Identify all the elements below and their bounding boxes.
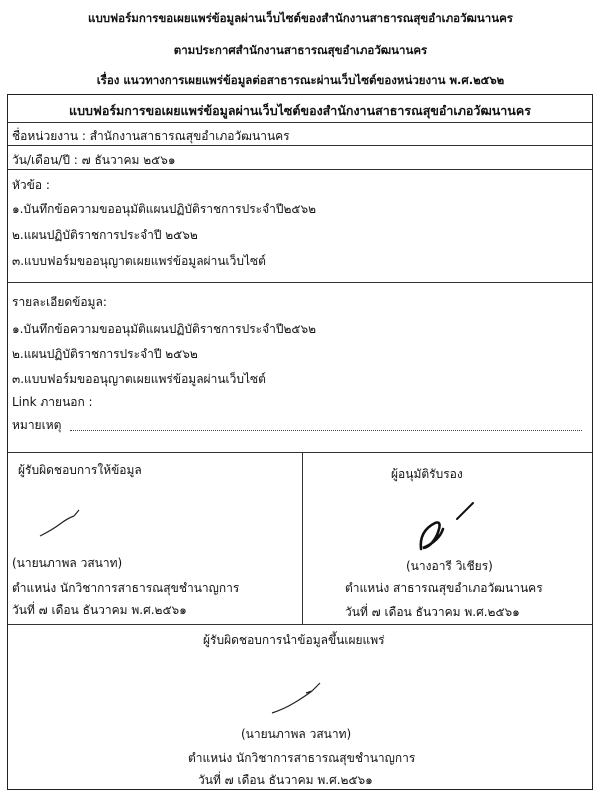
approver-position: ตำแหน่ง สาธารณสุขอำเภอวัฒนานคร — [345, 581, 543, 595]
approver-name: (นางอารี วิเชียร) — [406, 559, 493, 573]
header-line-2: ตามประกาศสำนักงานสาธารณสุขอำเภอวัฒนานคร — [173, 43, 428, 57]
provider-position: ตำแหน่ง นักวิชาการสาธารณสุขชำนาญการ — [12, 581, 240, 595]
provider-name: (นายนภาพล วสนาท) — [12, 556, 123, 570]
signature-row — [8, 453, 592, 625]
approver-heading: ผู้อนุมัติรับรอง — [391, 467, 463, 481]
publisher-name: (นายนภาพล วสนาท) — [241, 727, 352, 741]
topic-item: ๑.บันทึกข้อความขออนุมัติแผนปฏิบัติราชการประจำปี๒๕๖๒ — [12, 202, 317, 216]
topic-item: ๒.แผนปฏิบัติราชการประจำปี ๒๕๖๒ — [12, 228, 198, 242]
publisher-date: วันที่ ๗ เดือน ธันวาคม พ.ศ.๒๕๖๑ — [198, 773, 373, 787]
publisher-signature-block — [8, 625, 592, 789]
publisher-signature — [270, 681, 330, 717]
approver-date: วันที่ ๗ เดือน ธันวาคม พ.ศ.๒๕๖๑ — [345, 605, 520, 619]
note-dotted-line — [70, 430, 582, 431]
date-row — [8, 146, 592, 170]
header-line-3: เรื่อง แนวทางการเผยแพร่ข้อมูลต่อสาธารณะผ่านเว็บไซต์ของหน่วยงาน พ.ศ.๒๕๖๒ — [96, 73, 505, 87]
agency-row — [8, 123, 592, 146]
header-line-1: แบบฟอร์มการขอเผยแพร่ข้อมูลผ่านเว็บไซต์ของสำนักงานสาธารณสุขอำเภอวัฒนานคร — [88, 11, 513, 25]
date-field: วัน/เดือน/ปี : ๗ ธันวาคม ๒๕๖๑ — [12, 153, 176, 167]
detail-label: รายละเอียดข้อมูล: — [12, 295, 107, 309]
form-box — [7, 94, 593, 790]
topic-label: หัวข้อ : — [12, 178, 50, 192]
topic-item: ๓.แบบฟอร์มขออนุญาตเผยแพร่ข้อมูลผ่านเว็บไซต์ — [12, 254, 266, 268]
provider-signature — [38, 508, 88, 538]
provider-date: วันที่ ๗ เดือน ธันวาคม พ.ศ.๒๕๖๑ — [12, 603, 187, 617]
link-label: Link ภายนอก : — [12, 395, 93, 409]
publisher-heading: ผู้รับผิดชอบการนำข้อมูลขึ้นเผยแพร่ — [203, 633, 385, 647]
details-row — [8, 283, 592, 453]
topics-row — [8, 170, 592, 283]
approver-signature — [413, 501, 483, 556]
agency-field: ชื่อหน่วยงาน : สำนักงานสาธารณสุขอำเภอวัฒนานคร — [12, 129, 290, 143]
form-title-row — [8, 95, 592, 123]
note-label: หมายเหตุ — [12, 418, 62, 432]
detail-item: ๑.บันทึกข้อความขออนุมัติแผนปฏิบัติราชการประจำปี๒๕๖๒ — [12, 322, 317, 336]
column-divider — [302, 453, 303, 625]
detail-item: ๒.แผนปฏิบัติราชการประจำปี ๒๕๖๒ — [12, 347, 198, 361]
detail-item: ๓.แบบฟอร์มขออนุญาตเผยแพร่ข้อมูลผ่านเว็บไซต์ — [12, 372, 266, 386]
publisher-position: ตำแหน่ง นักวิชาการสาธารณสุขชำนาญการ — [188, 751, 416, 765]
form-title: แบบฟอร์มการขอเผยแพร่ข้อมูลผ่านเว็บไซต์ของสำนักงานสาธารณสุขอำเภอวัฒนานคร — [69, 103, 531, 118]
provider-heading: ผู้รับผิดชอบการให้ข้อมูล — [18, 463, 142, 477]
